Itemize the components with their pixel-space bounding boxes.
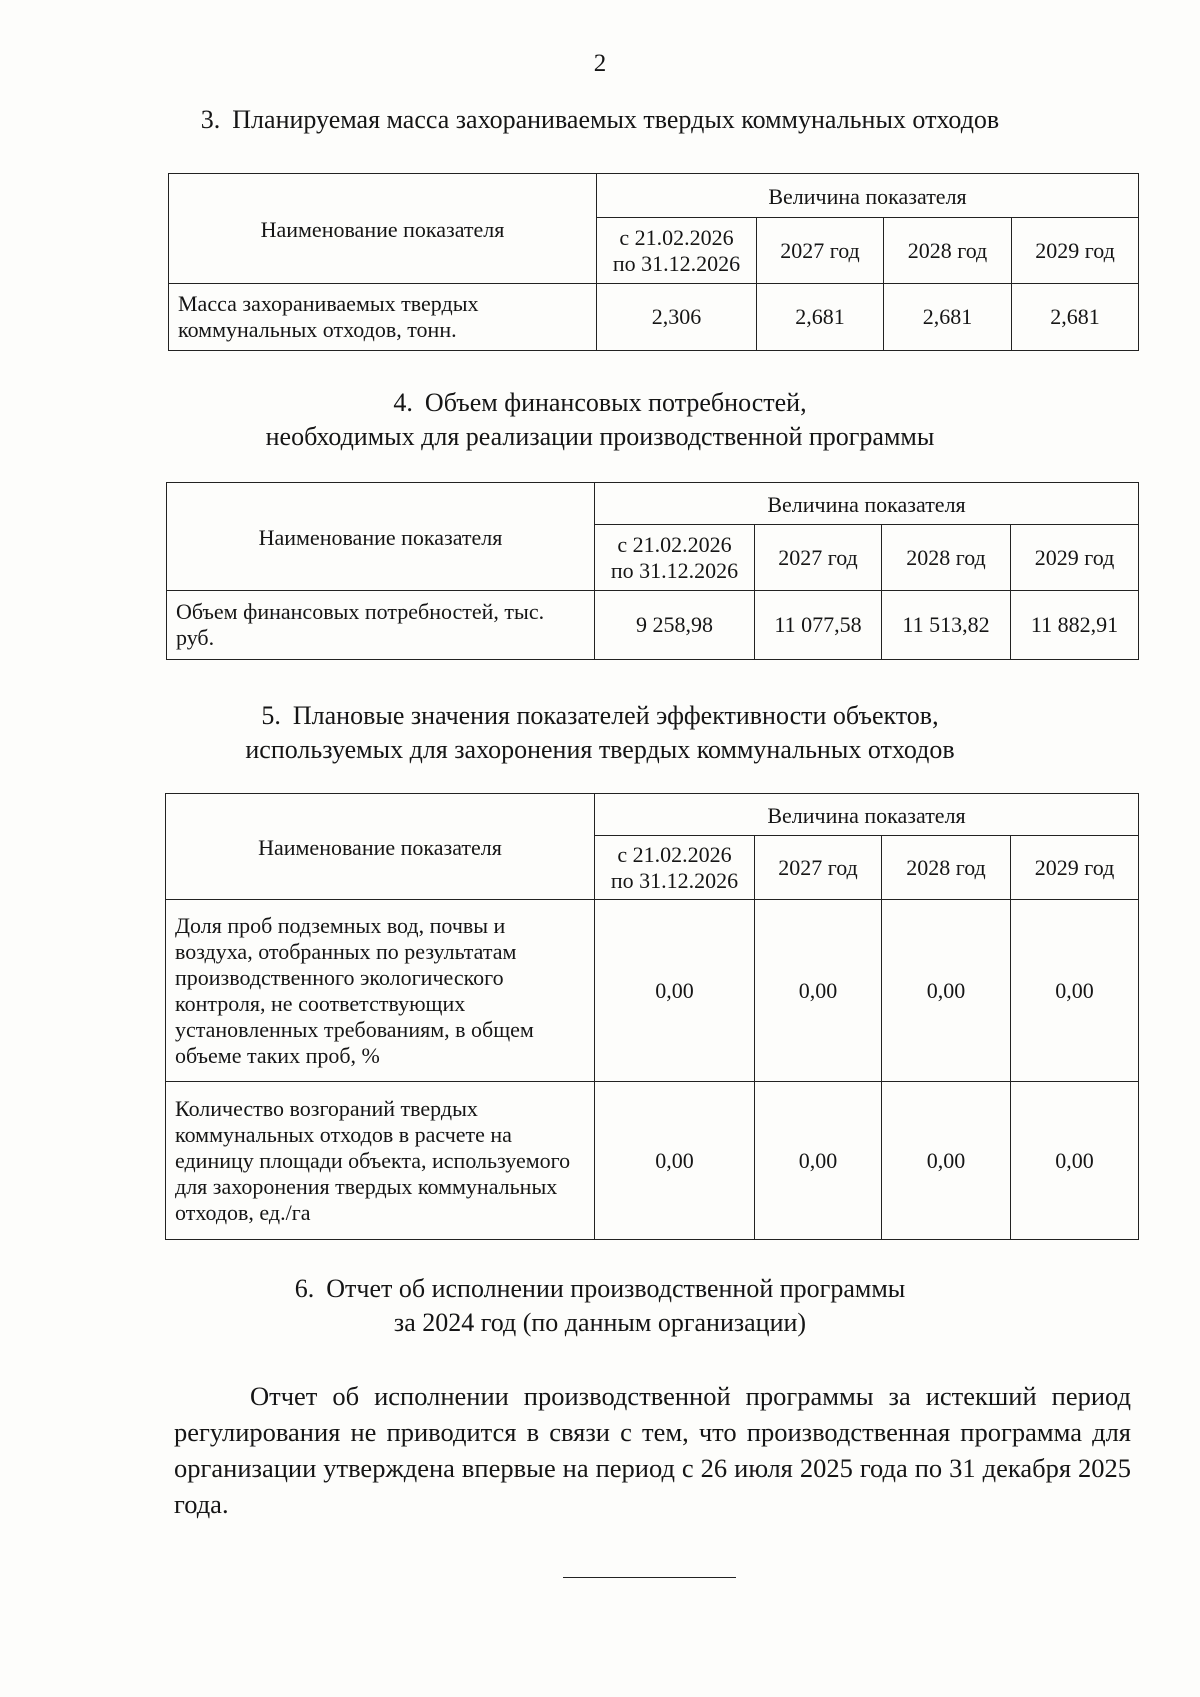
period-header: с 21.02.2026 по 31.12.2026	[595, 836, 755, 900]
section-6-heading	[0, 1272, 1200, 1340]
cell-value: 11 882,91	[1011, 591, 1139, 660]
cell-value: 0,00	[755, 1082, 882, 1240]
row-name: Объем финансовых потребностей, тыс. руб.	[167, 591, 595, 660]
value-header: Величина показателя	[595, 794, 1139, 836]
cell-value: 0,00	[755, 900, 882, 1082]
value-header: Величина показателя	[597, 174, 1139, 218]
cell-value: 0,00	[1011, 1082, 1139, 1240]
page-number: 2	[593, 50, 607, 77]
table-financial-needs	[166, 482, 1139, 660]
cell-value: 0,00	[595, 1082, 755, 1240]
cell-value: 11 077,58	[755, 591, 882, 660]
report-paragraph: Отчет об исполнении производственной программы за истекший период регулирования не приводится в связи с тем, что производственная программа для организации утверждена впервые на период с 26 июля 2025 года по 31 декабря 2025 года.	[174, 1381, 1131, 1519]
table-row	[166, 900, 1139, 1082]
period-header: 2029 год	[1011, 525, 1139, 591]
row-name: Масса захораниваемых твердых коммунальных отходов, тонн.	[169, 284, 597, 351]
cell-value: 0,00	[882, 900, 1011, 1082]
cell-value: 9 258,98	[595, 591, 755, 660]
table-row	[167, 591, 1139, 660]
cell-value: 0,00	[595, 900, 755, 1082]
section-3-title: Планируемая масса захораниваемых твердых коммунальных отходов	[232, 105, 1000, 134]
end-separator-line	[563, 1577, 736, 1578]
table-row	[169, 284, 1139, 351]
row-name: Количество возгораний твердых коммунальных отходов в расчете на единицу площади объекта, используемого для захоронения твердых коммунальных отходов, ед./га	[166, 1082, 595, 1240]
name-header: Наименование показателя	[166, 794, 595, 900]
cell-value: 0,00	[1011, 900, 1139, 1082]
table-waste-mass	[168, 173, 1139, 351]
period-header: 2028 год	[882, 836, 1011, 900]
section-5-title-line-1: Плановые значения показателей эффективности объектов,	[292, 701, 939, 730]
period-header: 2027 год	[757, 218, 884, 284]
period-header: с 21.02.2026 по 31.12.2026	[597, 218, 757, 284]
table-row	[166, 1082, 1139, 1240]
section-6-title-line-1: Отчет об исполнении производственной программы	[326, 1274, 906, 1303]
section-5-title-line-2: используемых для захоронения твердых коммунальных отходов	[245, 735, 955, 764]
value-header: Величина показателя	[595, 483, 1139, 525]
period-header: 2028 год	[882, 525, 1011, 591]
section-4-heading	[0, 386, 1200, 454]
cell-value: 0,00	[882, 1082, 1011, 1240]
section-4-number: 4.	[393, 388, 413, 417]
section-3-number: 3.	[200, 105, 221, 134]
cell-value: 11 513,82	[882, 591, 1011, 660]
cell-value: 2,681	[884, 284, 1012, 351]
name-header: Наименование показателя	[169, 174, 597, 284]
name-header: Наименование показателя	[167, 483, 595, 591]
section-6-title-line-2: за 2024 год (по данным организации)	[393, 1308, 807, 1337]
section-4-title-line-1: Объем финансовых потребностей,	[424, 388, 807, 417]
cell-value: 2,681	[1012, 284, 1139, 351]
section-6-number: 6.	[294, 1274, 315, 1303]
cell-value: 2,306	[597, 284, 757, 351]
period-header: 2029 год	[1012, 218, 1139, 284]
period-header: 2027 год	[755, 525, 882, 591]
section-5-number: 5.	[261, 701, 281, 730]
section-5-heading	[0, 699, 1200, 767]
row-name: Доля проб подземных вод, почвы и воздуха, отобранных по результатам производственного экологического контроля, не соответствующих установленных требованиям, в общем объеме таких проб, %	[166, 900, 595, 1082]
period-header: с 21.02.2026 по 31.12.2026	[595, 525, 755, 591]
section-3-heading	[0, 103, 1200, 137]
period-header: 2027 год	[755, 836, 882, 900]
cell-value: 2,681	[757, 284, 884, 351]
period-header: 2029 год	[1011, 836, 1139, 900]
section-4-title-line-2: необходимых для реализации производственной программы	[265, 422, 935, 451]
period-header: 2028 год	[884, 218, 1012, 284]
table-efficiency-indicators	[165, 793, 1139, 1240]
